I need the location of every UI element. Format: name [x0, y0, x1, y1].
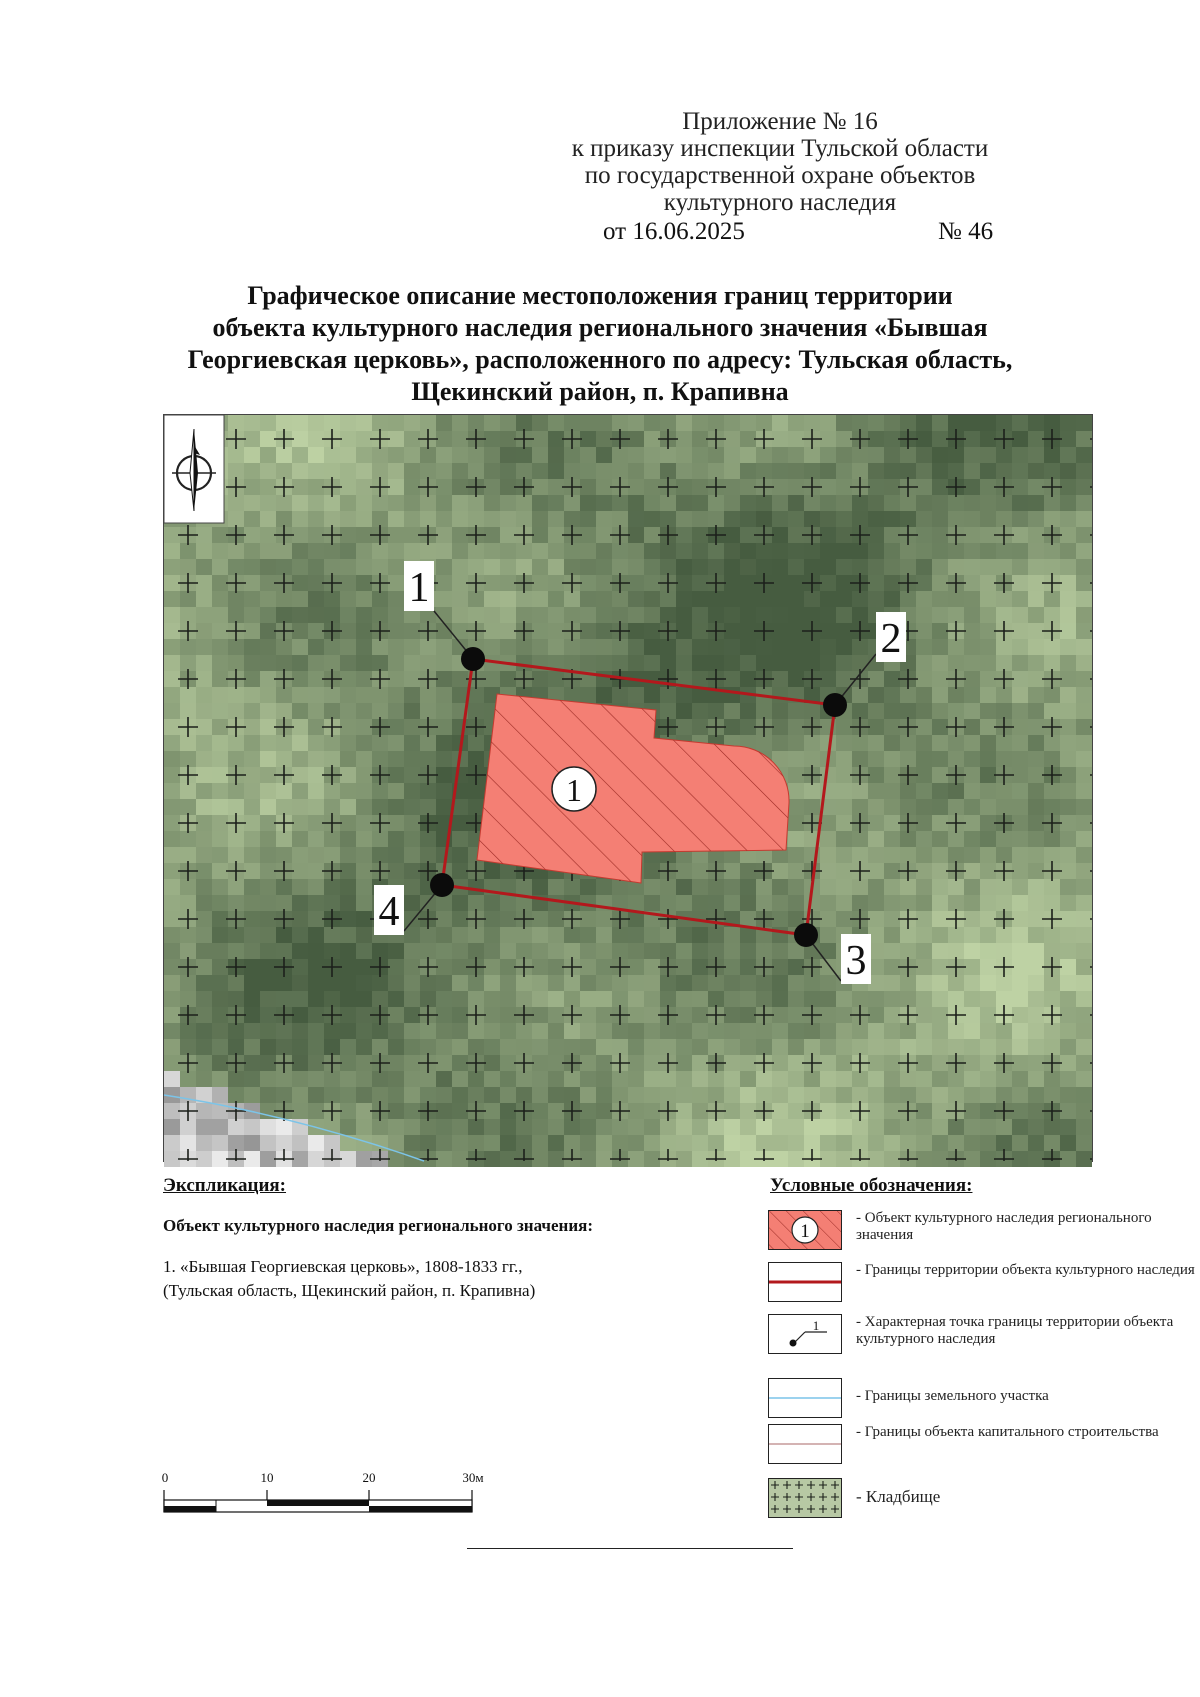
object-number-label: 1 [566, 772, 582, 808]
order-number: № 46 [938, 218, 994, 245]
north-arrow-icon [164, 415, 224, 523]
legend-object-symbol: 1 [800, 1221, 810, 1242]
appendix-line: к приказу инспекции Тульской области [571, 135, 989, 162]
legend-swatch-building [768, 1424, 842, 1464]
explication-title: Экспликация: [163, 1175, 287, 1196]
legend-text: - Объект культурного наследия регионального значения [856, 1210, 1152, 1243]
map-canvas [164, 415, 1092, 1161]
legend-text: - Характерная точка границы территории объекта культурного наследия [856, 1314, 1174, 1347]
legend-swatch-cemetery [768, 1478, 842, 1518]
legend-swatch-land-plot [768, 1378, 842, 1418]
map-view[interactable] [163, 414, 1093, 1162]
legend-title: Условные обозначения: [770, 1175, 973, 1196]
legend-item-territory-boundary [768, 1262, 1195, 1306]
explication-item-line: (Тульская область, Щекинский район, п. Крапивна) [163, 1281, 536, 1300]
legend-item-building [768, 1424, 1188, 1468]
boundary-point-2[interactable] [823, 693, 847, 717]
document-title [120, 280, 1080, 408]
boundary-point-1[interactable] [461, 647, 485, 671]
order-date: от 16.06.2025 [603, 218, 745, 245]
title-line: Графическое описание местоположения границ территории [247, 281, 953, 310]
bottom-separator-line [467, 1548, 793, 1549]
explication-subtitle: Объект культурного наследия регионального значения: [163, 1216, 593, 1235]
boundary-point-3[interactable] [794, 923, 818, 947]
point-label-4: 4 [378, 889, 400, 935]
title-line: объекта культурного наследия регионального значения «Бывшая [212, 313, 988, 342]
point-label-2: 2 [880, 616, 902, 662]
legend-item-land-plot [768, 1378, 1188, 1422]
scale-tick-20: 20 [362, 1470, 376, 1485]
appendix-line: по государственной охране объектов [584, 162, 976, 189]
legend-swatch-point [768, 1314, 842, 1354]
appendix-line: культурного наследия [663, 189, 897, 216]
scale-tick-30: 30м [462, 1470, 484, 1485]
explication-item [163, 1255, 683, 1303]
legend-item-heritage-object [768, 1210, 1188, 1254]
title-line: Георгиевская церковь», расположенного по адресу: Тульская область, [187, 345, 1013, 374]
legend-item-cemetery [768, 1478, 1188, 1522]
legend-point-symbol: 1 [812, 1318, 820, 1333]
scale-bar [163, 1470, 503, 1525]
scale-tick-10: 10 [260, 1470, 274, 1485]
legend-item-boundary-point [768, 1314, 1188, 1358]
appendix-header [540, 108, 1020, 216]
explication-item-line: 1. «Бывшая Георгиевская церковь», 1808-1833 гг., [163, 1257, 523, 1276]
legend-swatch-object [768, 1210, 842, 1250]
point-label-1: 1 [408, 565, 430, 611]
title-line: Щекинский район, п. Крапивна [411, 377, 789, 406]
legend-text: - Границы объекта капитального строительства [856, 1424, 1159, 1440]
boundary-point-4[interactable] [430, 873, 454, 897]
legend-text: - Границы территории объекта культурного наследия [856, 1262, 1195, 1278]
legend-swatch-boundary [768, 1262, 842, 1302]
legend-text: - Кладбище [856, 1487, 941, 1506]
legend-text: - Границы земельного участка [856, 1388, 1049, 1404]
appendix-line: Приложение № 16 [682, 108, 878, 135]
scale-tick-0: 0 [161, 1470, 169, 1485]
point-label-3: 3 [845, 938, 867, 984]
